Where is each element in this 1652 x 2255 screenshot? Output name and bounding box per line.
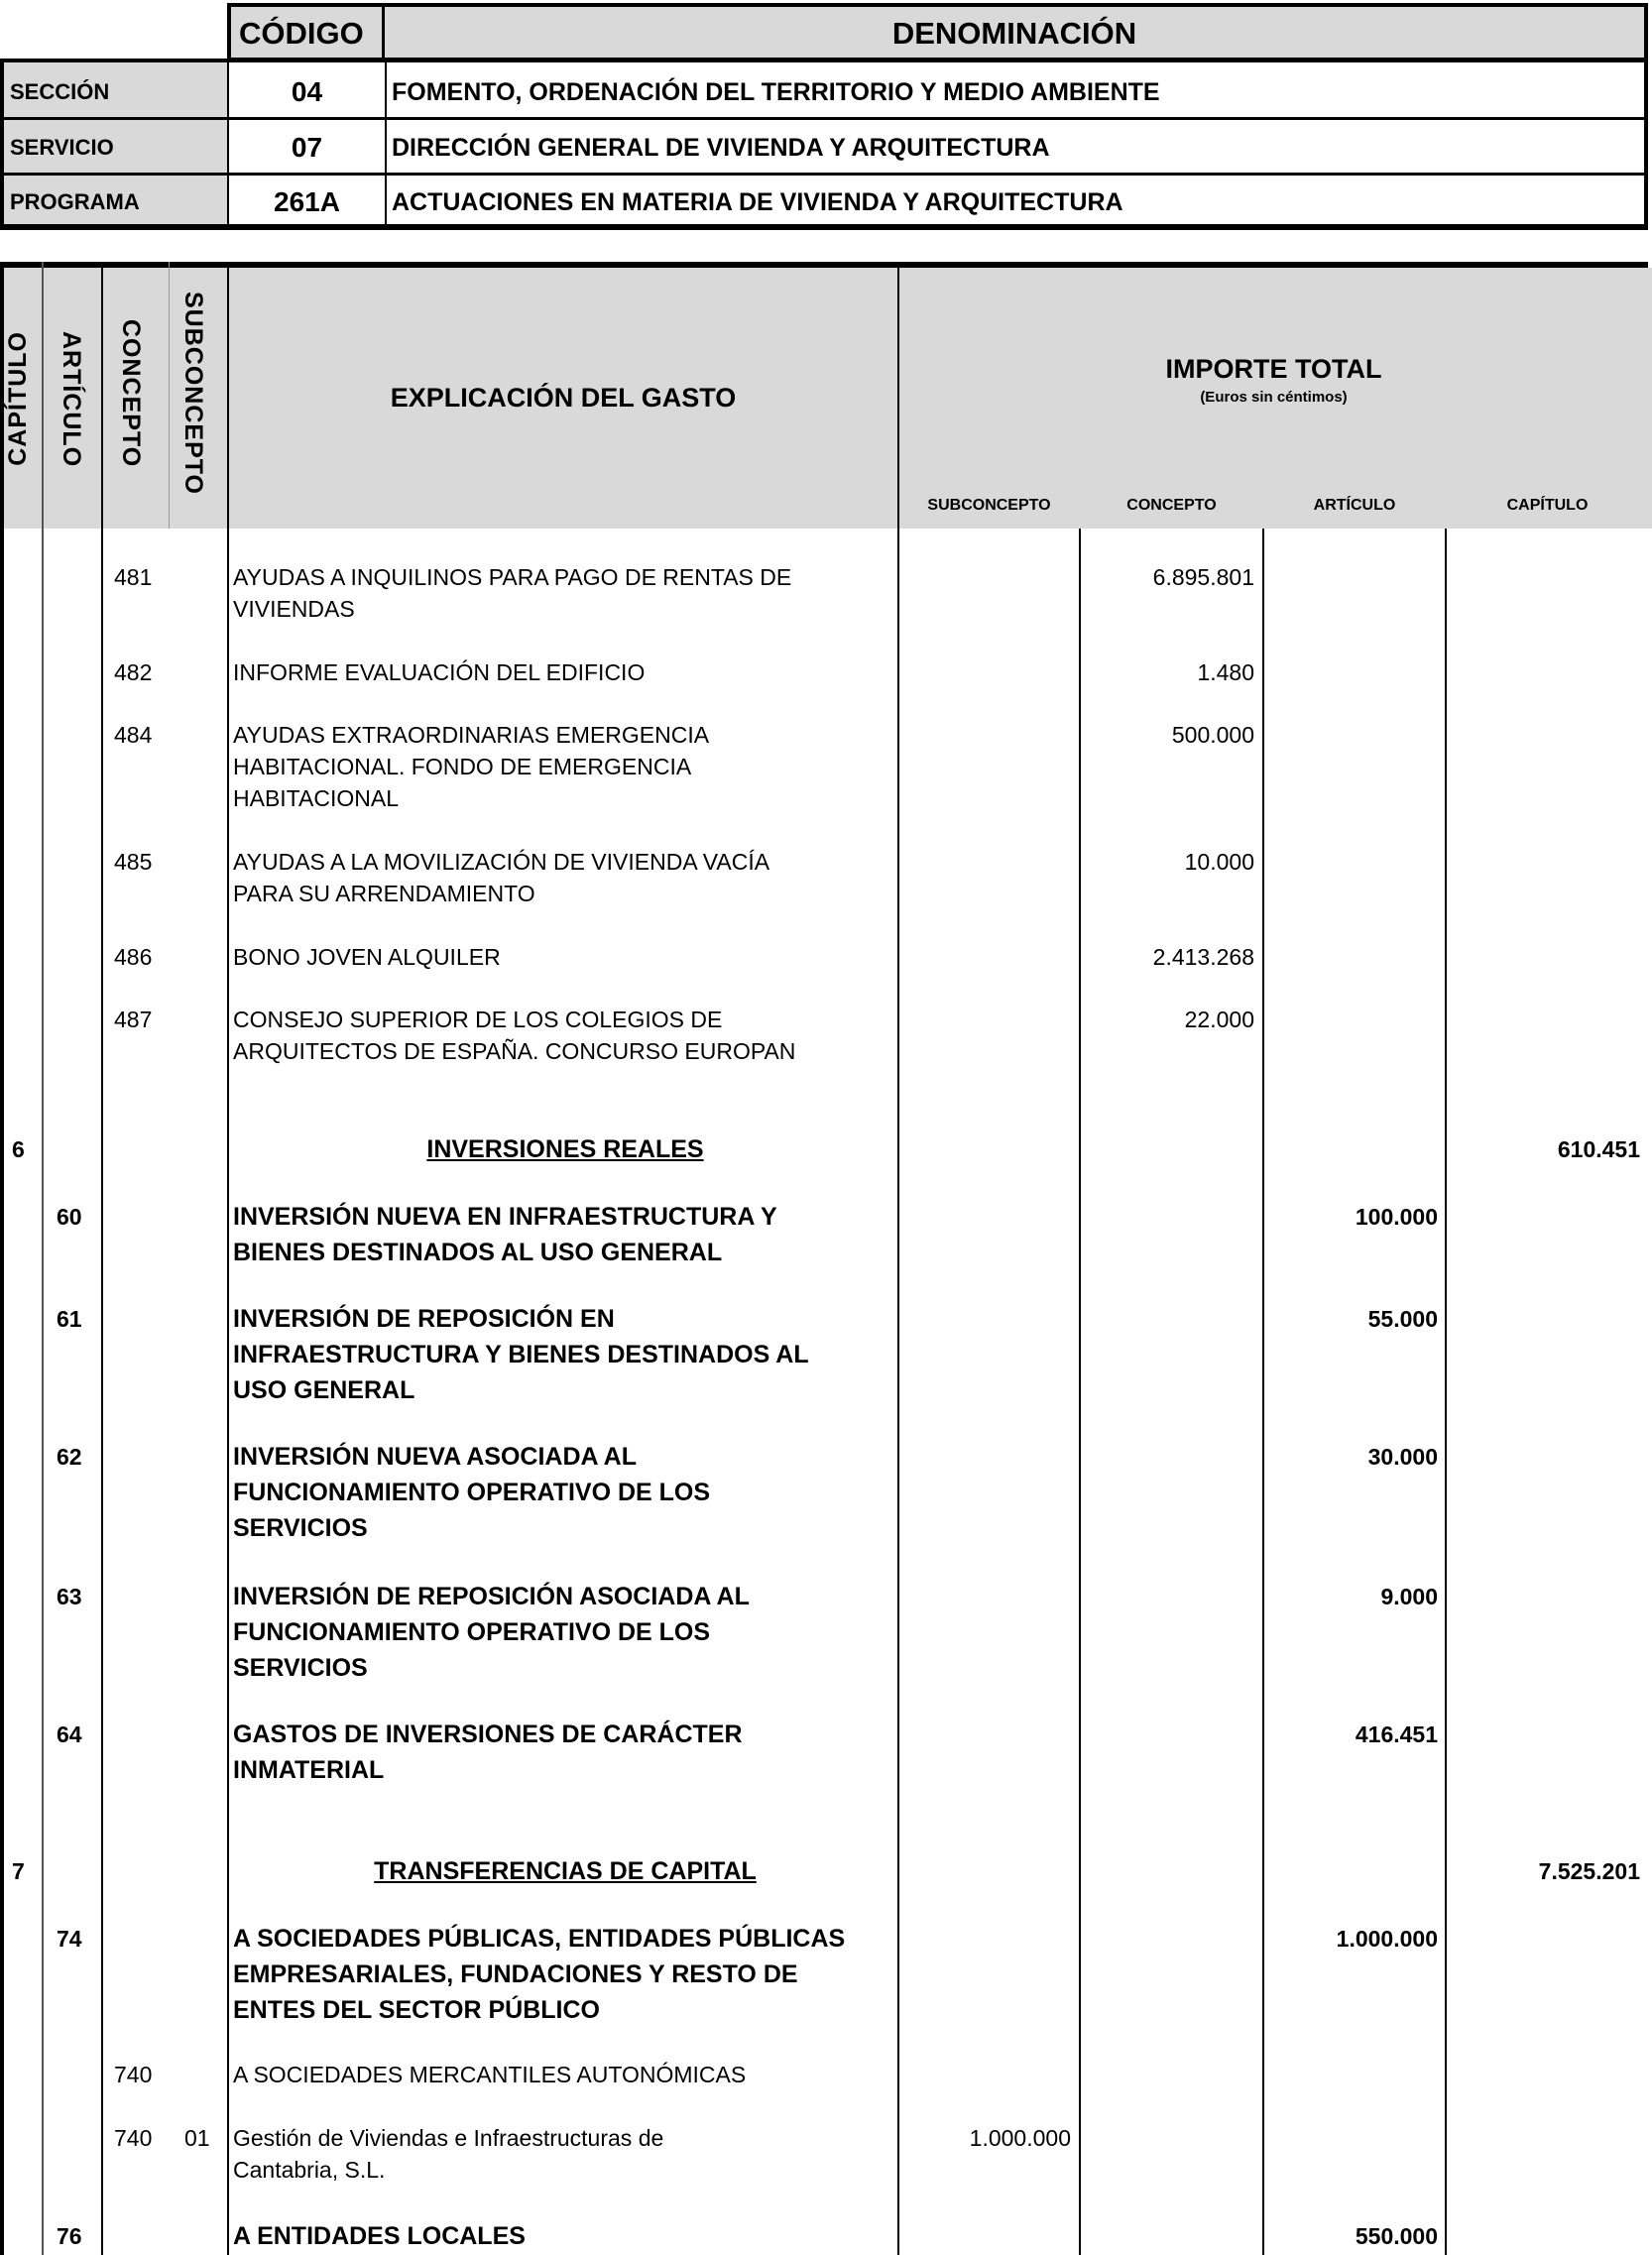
articulo-code: 62 — [57, 1444, 82, 1470]
importe-articulo: 550.000 — [1355, 2223, 1438, 2249]
importe-concepto: 1.480 — [1197, 659, 1254, 685]
articulo-code: 64 — [57, 1721, 82, 1747]
servicio-code: 07 — [291, 132, 323, 163]
importe-articulo: 1.000.000 — [1336, 1926, 1438, 1952]
articulo-code: 60 — [57, 1204, 82, 1230]
seccion-code: 04 — [291, 76, 323, 107]
importe-articulo: 9.000 — [1380, 1584, 1438, 1609]
gasto-explicacion: A SOCIEDADES MERCANTILES AUTONÓMICAS — [233, 2062, 747, 2087]
concepto-code: 485 — [114, 849, 153, 875]
importe-concepto: 2.413.268 — [1152, 944, 1254, 970]
gasto-explicacion: Gestión de Viviendas e Infraestructuras de Cantabria, S.L. — [233, 2125, 664, 2183]
gasto-explicacion: TRANSFERENCIAS DE CAPITAL — [374, 1857, 757, 1885]
gasto-explicacion: AYUDAS EXTRAORDINARIAS EMERGENCIA HABITACIONAL. FONDO DE EMERGENCIA HABITACIONAL — [233, 722, 710, 811]
concepto-code: 486 — [114, 944, 153, 970]
concepto-code: 484 — [114, 722, 153, 748]
importe-articulo: 55.000 — [1367, 1306, 1438, 1332]
denominacion-header — [383, 3, 1648, 60]
gasto-explicacion: A SOCIEDADES PÚBLICAS, ENTIDADES PÚBLICAS EMPRESARIALES, FUNDACIONES Y RESTO DE ENTES DEL SECTOR PÚBLICO — [233, 1925, 846, 2024]
servicio-name: DIRECCIÓN GENERAL DE VIVIENDA Y ARQUITECTURA — [392, 134, 1050, 162]
gasto-explicacion: INVERSIÓN NUEVA ASOCIADA AL FUNCIONAMIENTO OPERATIVO DE LOS SERVICIOS — [233, 1443, 711, 1542]
capitulo-code: 6 — [12, 1136, 25, 1162]
importe-concepto: 10.000 — [1184, 849, 1254, 875]
col-concepto: CONCEPTO — [117, 319, 145, 468]
subconcepto-code: 01 — [184, 2125, 210, 2151]
programa-label: PROGRAMA — [10, 189, 140, 214]
articulo-code: 76 — [57, 2223, 82, 2249]
gasto-explicacion: INFORME EVALUACIÓN DEL EDIFICIO — [233, 659, 646, 685]
col-amount-articulo: ARTÍCULO — [1313, 497, 1396, 514]
col-capitulo: CAPÍTULO — [4, 331, 32, 466]
id-table — [0, 59, 1648, 230]
gasto-explicacion: INVERSIÓN NUEVA EN INFRAESTRUCTURA Y BIENES DESTINADOS AL USO GENERAL — [233, 1203, 777, 1266]
seccion-label: SECCIÓN — [10, 79, 110, 104]
gasto-explicacion: A ENTIDADES LOCALES — [233, 2222, 526, 2250]
concepto-code: 481 — [114, 564, 153, 590]
importe-title: IMPORTE TOTAL — [1165, 354, 1382, 384]
gasto-explicacion: CONSEJO SUPERIOR DE LOS COLEGIOS DE ARQUITECTOS DE ESPAÑA. CONCURSO EUROPAN — [233, 1007, 796, 1064]
importe-subconcepto: 1.000.000 — [969, 2125, 1071, 2151]
denominacion-label: DENOMINACIÓN — [891, 16, 1137, 51]
codigo-header — [227, 3, 386, 60]
importe-concepto: 6.895.801 — [1152, 564, 1254, 590]
capitulo-code: 7 — [12, 1858, 25, 1884]
concepto-code: 740 — [114, 2125, 153, 2151]
gasto-explicacion: BONO JOVEN ALQUILER — [233, 944, 501, 970]
programa-name: ACTUACIONES EN MATERIA DE VIVIENDA Y ARQUITECTURA — [392, 188, 1123, 216]
articulo-code: 61 — [57, 1306, 82, 1332]
col-explicacion: EXPLICACIÓN DEL GASTO — [390, 383, 737, 413]
articulo-code: 74 — [57, 1926, 82, 1952]
seccion-name: FOMENTO, ORDENACIÓN DEL TERRITORIO Y MEDIO AMBIENTE — [392, 78, 1160, 106]
importe-concepto: 500.000 — [1171, 722, 1254, 748]
importe-articulo: 30.000 — [1367, 1444, 1438, 1470]
importe-capitulo: 7.525.201 — [1538, 1858, 1640, 1884]
articulo-code: 63 — [57, 1584, 82, 1609]
col-amount-capitulo: CAPÍTULO — [1506, 497, 1589, 514]
importe-articulo: 416.451 — [1355, 1721, 1438, 1747]
col-amount-concepto: CONCEPTO — [1126, 497, 1217, 514]
programa-code: 261A — [274, 186, 340, 217]
concepto-code: 482 — [114, 659, 153, 685]
importe-articulo: 100.000 — [1355, 1204, 1438, 1230]
col-subconcepto: SUBCONCEPTO — [179, 292, 207, 496]
gasto-explicacion: INVERSIÓN DE REPOSICIÓN ASOCIADA AL FUNCIONAMIENTO OPERATIVO DE LOS SERVICIOS — [233, 1583, 750, 1682]
concepto-code: 487 — [114, 1007, 153, 1032]
gasto-explicacion: AYUDAS A LA MOVILIZACIÓN DE VIVIENDA VACÍA PARA SU ARRENDAMIENTO — [233, 849, 770, 906]
codigo-label: CÓDIGO — [239, 16, 364, 51]
importe-capitulo: 610.451 — [1557, 1136, 1640, 1162]
gasto-explicacion: INVERSIONES REALES — [426, 1135, 704, 1163]
col-amount-subconcepto: SUBCONCEPTO — [927, 497, 1051, 514]
importe-subtitle: (Euros sin céntimos) — [1200, 389, 1348, 406]
col-articulo: ARTÍCULO — [58, 331, 85, 468]
concepto-code: 740 — [114, 2062, 153, 2087]
importe-concepto: 22.000 — [1184, 1007, 1254, 1032]
gasto-explicacion: INVERSIÓN DE REPOSICIÓN EN INFRAESTRUCTURA Y BIENES DESTINADOS AL USO GENERAL — [233, 1305, 809, 1404]
gasto-explicacion: AYUDAS A INQUILINOS PARA PAGO DE RENTAS DE VIVIENDAS — [233, 564, 792, 622]
gasto-explicacion: GASTOS DE INVERSIONES DE CARÁCTER INMATERIAL — [233, 1721, 743, 1784]
servicio-label: SERVICIO — [10, 135, 114, 160]
